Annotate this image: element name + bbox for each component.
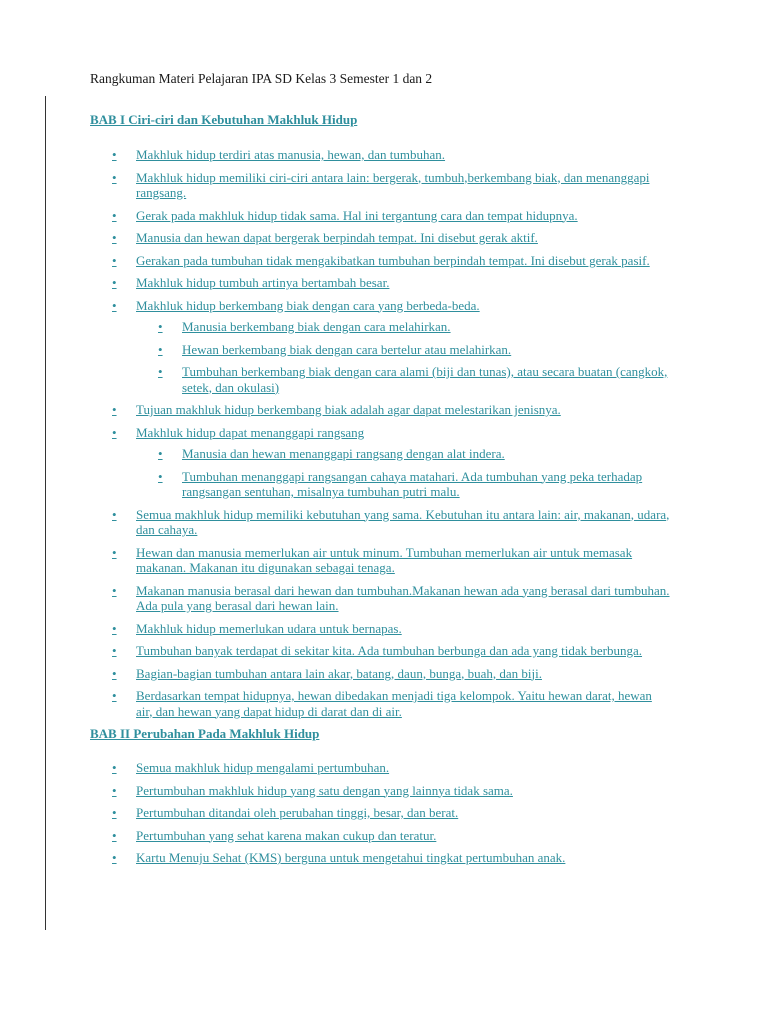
- bullet-icon: •: [112, 582, 117, 598]
- reproduksi-sublist: [90, 319, 670, 395]
- list-item[interactable]: • Manusia dan hewan dapat bergerak berpindah tempat. Ini disebut gerak aktif.: [112, 230, 538, 245]
- bab1-list: [90, 147, 670, 313]
- bullet-icon: •: [112, 506, 117, 522]
- bullet-icon: •: [112, 827, 117, 843]
- list-item[interactable]: • Kartu Menuju Sehat (KMS) berguna untuk mengetahui tingkat pertumbuhan anak.: [112, 850, 566, 865]
- list-item[interactable]: • Makhluk hidup terdiri atas manusia, hewan, dan tumbuhan.: [112, 147, 446, 162]
- left-margin-rule: [45, 96, 46, 930]
- list-item[interactable]: • Makhluk hidup dapat menanggapi rangsang: [112, 424, 365, 440]
- list-item[interactable]: • Pertumbuhan makhluk hidup yang satu dengan yang lainnya tidak sama.: [112, 782, 513, 798]
- list-item[interactable]: • Makanan manusia berasal dari hewan dan tumbuhan.Makanan hewan ada yang berasal dari tumbuhan. Ada pula yang berasal dari hewan lain.: [112, 582, 670, 613]
- bullet-icon: •: [112, 760, 117, 775]
- list-item[interactable]: • Semua makhluk hidup mengalami pertumbuhan.: [112, 760, 390, 775]
- bullet-icon: •: [112, 424, 117, 440]
- list-item[interactable]: • Makhluk hidup memerlukan udara untuk bernapas.: [112, 620, 402, 636]
- bullet-icon: •: [112, 620, 117, 636]
- bullet-icon: •: [112, 252, 117, 268]
- list-item[interactable]: • Bagian-bagian tumbuhan antara lain akar, batang, daun, bunga, buah, dan biji.: [112, 665, 542, 681]
- document-title: Rangkuman Materi Pelajaran IPA SD Kelas 3 Semester 1 dan 2: [90, 71, 433, 86]
- bab1-list-cont: [90, 402, 670, 440]
- bullet-icon: •: [112, 850, 117, 865]
- list-item[interactable]: • Gerak pada makhluk hidup tidak sama. Hal ini tergantung cara dan tempat hidupnya.: [112, 207, 578, 223]
- list-item[interactable]: • Pertumbuhan yang sehat karena makan cukup dan teratur.: [112, 827, 437, 843]
- sub-list-item[interactable]: • Hewan berkembang biak dengan cara bertelur atau melahirkan.: [158, 341, 512, 357]
- bab2-list: [90, 760, 670, 866]
- bullet-icon: •: [112, 688, 117, 703]
- sub-list-item[interactable]: • Manusia berkembang biak dengan cara melahirkan.: [158, 319, 451, 334]
- bullet-icon: •: [112, 665, 117, 681]
- bullet-icon: •: [158, 446, 163, 461]
- bullet-icon: •: [112, 147, 117, 162]
- bullet-icon: •: [158, 364, 163, 379]
- list-item[interactable]: • Makhluk hidup memiliki ciri-ciri antara lain: bergerak, tumbuh,berkembang biak, dan menanggapi rangsang.: [112, 169, 650, 200]
- list-item[interactable]: • Pertumbuhan ditandai oleh perubahan tinggi, besar, dan berat.: [112, 805, 459, 820]
- bullet-icon: •: [112, 643, 117, 658]
- bullet-icon: •: [158, 341, 163, 357]
- bab1-list-end: [90, 507, 670, 720]
- bullet-icon: •: [112, 782, 117, 798]
- sub-list-item[interactable]: • Tumbuhan menanggapi rangsangan cahaya matahari. Ada tumbuhan yang peka terhadap rangsangan sentuhan, misalnya tumbuhan putri malu.: [158, 468, 643, 499]
- bullet-icon: •: [112, 805, 117, 820]
- list-item[interactable]: • Hewan dan manusia memerlukan air untuk minum. Tumbuhan memerlukan air untuk memasak makanan. Makanan itu digunakan sebagai tenaga.: [112, 544, 633, 575]
- list-item[interactable]: • Makhluk hidup berkembang biak dengan cara yang berbeda-beda.: [112, 297, 480, 313]
- chapter-heading-bab1[interactable]: BAB I Ciri-ciri dan Kebutuhan Makhluk Hidup: [90, 112, 358, 127]
- sub-list-item[interactable]: • Tumbuhan berkembang biak dengan cara alami (biji dan tunas), atau secara buatan (cangkok, setek, dan okulasi): [158, 364, 668, 395]
- list-item[interactable]: • Tujuan makhluk hidup berkembang biak adalah agar dapat melestarikan jenisnya.: [112, 402, 561, 417]
- chapter-heading-bab2[interactable]: BAB II Perubahan Pada Makhluk Hidup: [90, 726, 320, 741]
- list-item[interactable]: • Gerakan pada tumbuhan tidak mengakibatkan tumbuhan berpindah tempat. Ini disebut gerak pasif.: [112, 252, 650, 268]
- list-item[interactable]: • Makhluk hidup tumbuh artinya bertambah besar.: [112, 275, 390, 290]
- list-item[interactable]: • Semua makhluk hidup memiliki kebutuhan yang sama. Kebutuhan itu antara lain: air, makanan, udara, dan cahaya.: [112, 506, 670, 537]
- bullet-icon: •: [112, 230, 117, 245]
- bullet-icon: •: [112, 207, 117, 223]
- rangsang-sublist: [90, 446, 670, 500]
- bullet-icon: •: [112, 297, 117, 313]
- list-item[interactable]: • Tumbuhan banyak terdapat di sekitar kita. Ada tumbuhan berbunga dan ada yang tidak berbunga.: [112, 643, 643, 658]
- bullet-icon: •: [158, 319, 163, 334]
- sub-list-item[interactable]: • Manusia dan hewan menanggapi rangsang dengan alat indera.: [158, 446, 505, 461]
- bullet-icon: •: [112, 275, 117, 290]
- bullet-icon: •: [112, 402, 117, 417]
- bullet-icon: •: [158, 468, 163, 484]
- document-body: [90, 112, 670, 873]
- list-item[interactable]: • Berdasarkan tempat hidupnya, hewan dibedakan menjadi tiga kelompok. Yaitu hewan darat, hewan air, dan hewan yang dapat hidup di darat dan di air.: [112, 688, 652, 719]
- bullet-icon: •: [112, 544, 117, 560]
- bullet-icon: •: [112, 169, 117, 185]
